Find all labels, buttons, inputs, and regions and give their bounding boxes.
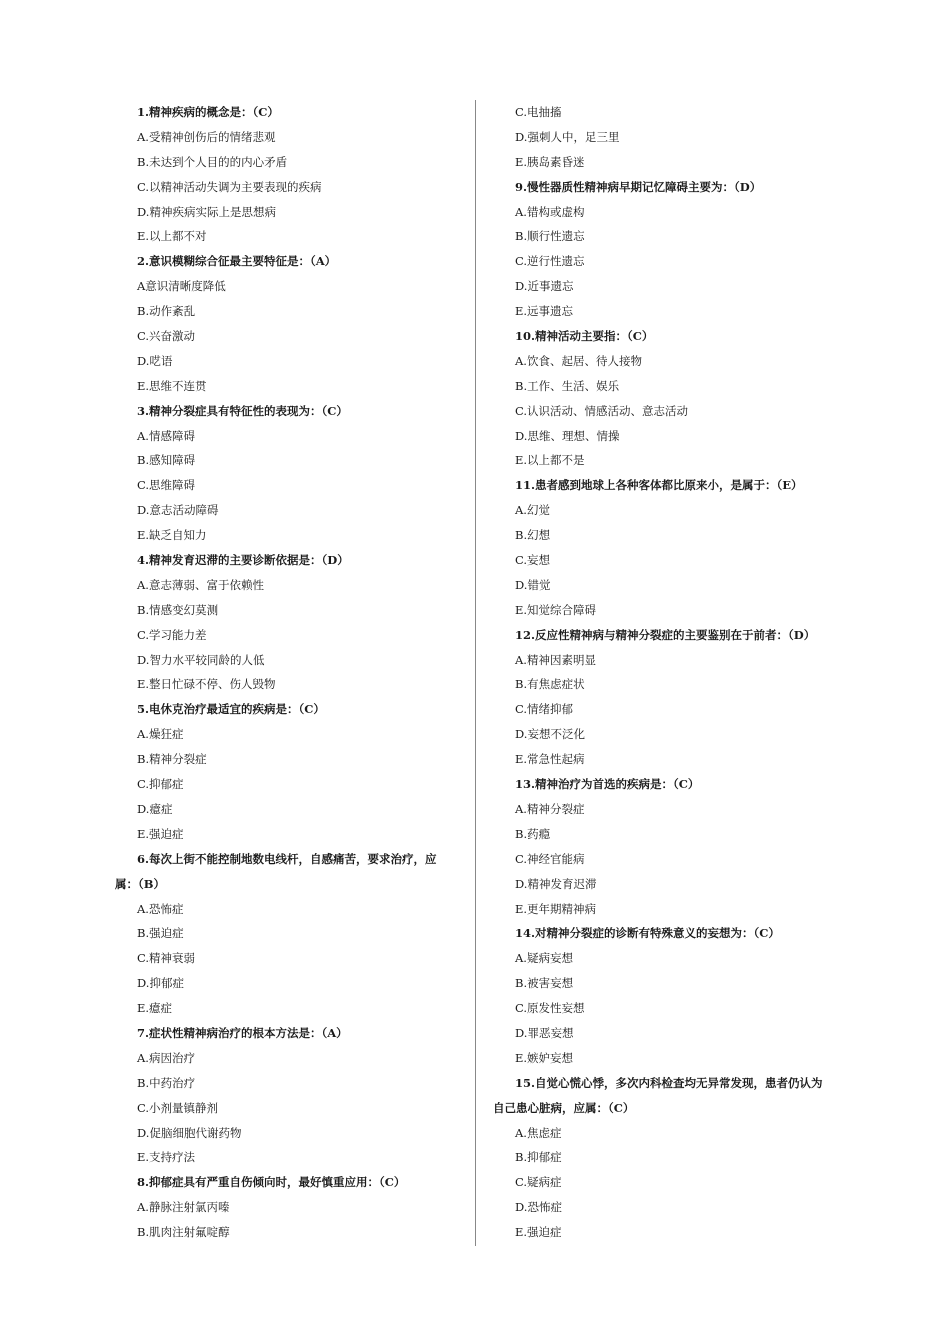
question-text: 5.电休克治疗最适宜的疾病是：（C） bbox=[137, 702, 325, 717]
answer-option: C.妄想 bbox=[515, 553, 551, 568]
answer-option: B.有焦虑症状 bbox=[515, 677, 585, 692]
question-text: 9.慢性器质性精神病早期记忆障碍主要为：（D） bbox=[515, 179, 762, 194]
question-text: 13.精神治疗为首选的疾病是：（C） bbox=[515, 777, 700, 792]
answer-option: E.常急性起病 bbox=[515, 752, 585, 767]
answer-option: C.思维障碍 bbox=[137, 478, 196, 493]
question-text: 4.精神发育迟滞的主要诊断依据是：（D） bbox=[137, 553, 349, 568]
answer-option: B.药瘾 bbox=[515, 826, 551, 841]
answer-option: D.恐怖症 bbox=[515, 1200, 562, 1215]
answer-option: E.远事遗忘 bbox=[515, 304, 574, 319]
answer-option: B.被害妄想 bbox=[515, 976, 574, 991]
answer-option: A.静脉注射氯丙嗪 bbox=[137, 1200, 230, 1215]
answer-option: E.支持疗法 bbox=[137, 1150, 196, 1165]
answer-option: E.强迫症 bbox=[515, 1225, 562, 1240]
answer-option: C.认识活动、情感活动、意志活动 bbox=[515, 403, 689, 418]
answer-option: A.疑病妄想 bbox=[515, 951, 573, 966]
answer-option: C.情绪抑郁 bbox=[515, 702, 574, 717]
answer-option: E.以上都不对 bbox=[137, 229, 207, 244]
answer-option: E.知觉综合障碍 bbox=[515, 602, 597, 617]
answer-option: C.精神衰弱 bbox=[137, 951, 196, 966]
answer-option: B.强迫症 bbox=[137, 926, 184, 941]
answer-option: B.幻想 bbox=[515, 528, 551, 543]
answer-option: C.小剂量镇静剂 bbox=[137, 1100, 219, 1115]
answer-option: B.肌肉注射氟啶醇 bbox=[137, 1225, 230, 1240]
answer-option: A意识清晰度降低 bbox=[137, 279, 226, 294]
question-text: 3.精神分裂症具有特征性的表现为：（C） bbox=[137, 403, 348, 418]
answer-option: A.意志薄弱、富于依赖性 bbox=[137, 577, 264, 592]
answer-option: D.智力水平较同龄的人低 bbox=[137, 652, 265, 667]
answer-option: A.精神分裂症 bbox=[515, 801, 585, 816]
answer-option: D.促脑细胞代谢药物 bbox=[137, 1125, 242, 1140]
answer-option: E.胰岛素昏迷 bbox=[515, 154, 585, 169]
answer-option: E.整日忙碌不停、伤人毁物 bbox=[137, 677, 276, 692]
answer-option: A.饮食、起居、待人接物 bbox=[515, 353, 642, 368]
answer-option: A.错构或虚构 bbox=[515, 204, 585, 219]
question-text: 11.患者感到地球上各种客体都比原来小，是属于：（E） bbox=[515, 478, 803, 493]
answer-option: E.思维不连贯 bbox=[137, 378, 207, 393]
question-text: 10.精神活动主要指：（C） bbox=[515, 329, 654, 344]
question-text: 6.每次上街不能控制地数电线杆，自感痛苦，要求治疗，应 bbox=[137, 851, 437, 866]
answer-option: D.近事遗忘 bbox=[515, 279, 574, 294]
answer-option: A.幻觉 bbox=[515, 503, 550, 518]
answer-option: B.工作、生活、娱乐 bbox=[515, 378, 620, 393]
answer-option: A.精神因素明显 bbox=[515, 652, 596, 667]
answer-option: B.未达到个人目的的内心矛盾 bbox=[137, 154, 288, 169]
answer-option: A.病因治疗 bbox=[137, 1050, 195, 1065]
answer-option: A.燥狂症 bbox=[137, 727, 184, 742]
answer-option: D.错觉 bbox=[515, 577, 551, 592]
answer-option: E.更年期精神病 bbox=[515, 901, 597, 916]
answer-option: D.呓语 bbox=[137, 353, 173, 368]
answer-option: C.学习能力差 bbox=[137, 627, 207, 642]
answer-option: E.缺乏自知力 bbox=[137, 528, 207, 543]
question-text: 14.对精神分裂症的诊断有特殊意义的妄想为：（C） bbox=[515, 926, 780, 941]
answer-option: D.意志活动障碍 bbox=[137, 503, 219, 518]
question-text: 7.症状性精神病治疗的根本方法是：（A） bbox=[137, 1025, 348, 1040]
question-text-continued: 自己患心脏病，应属：（C） bbox=[493, 1100, 635, 1115]
answer-option: A.焦虑症 bbox=[515, 1125, 562, 1140]
question-text: 15.自觉心慌心悸，多次内科检查均无异常发现，患者仍认为 bbox=[515, 1075, 823, 1090]
answer-option: D.抑郁症 bbox=[137, 976, 184, 991]
answer-option: D.精神疾病实际上是思想病 bbox=[137, 204, 276, 219]
answer-option: D.思维、理想、情操 bbox=[515, 428, 620, 443]
answer-option: C.神经官能病 bbox=[515, 851, 585, 866]
answer-option: A.恐怖症 bbox=[137, 901, 184, 916]
question-text: 1.精神疾病的概念是：（C） bbox=[137, 105, 279, 119]
answer-option: B.情感变幻莫测 bbox=[137, 602, 219, 617]
left-column bbox=[115, 100, 465, 1245]
answer-option: C.原发性妄想 bbox=[515, 1001, 585, 1016]
answer-option: C.疑病症 bbox=[515, 1175, 562, 1190]
answer-option: C.兴奋激动 bbox=[137, 329, 196, 344]
answer-option: B.感知障碍 bbox=[137, 453, 196, 468]
answer-option: B.中药治疗 bbox=[137, 1075, 196, 1090]
answer-option: C.以精神活动失调为主要表现的疾病 bbox=[137, 179, 322, 194]
answer-option: D.罪恶妄想 bbox=[515, 1025, 574, 1040]
answer-option: B.抑郁症 bbox=[515, 1150, 562, 1165]
answer-option: D.癔症 bbox=[137, 801, 173, 816]
answer-option: C.逆行性遗忘 bbox=[515, 254, 585, 269]
answer-option: C.电抽搐 bbox=[515, 105, 562, 119]
answer-option: E.癔症 bbox=[137, 1001, 173, 1016]
answer-option: E.嫉妒妄想 bbox=[515, 1050, 574, 1065]
column-divider bbox=[475, 100, 476, 1246]
answer-option: A.情感障碍 bbox=[137, 428, 195, 443]
answer-option: A.受精神创伤后的情绪悲观 bbox=[137, 129, 276, 144]
question-text: 12.反应性精神病与精神分裂症的主要鉴别在于前者：（D） bbox=[515, 627, 816, 642]
answer-option: B.顺行性遗忘 bbox=[515, 229, 585, 244]
answer-option: B.动作紊乱 bbox=[137, 304, 196, 319]
question-text: 8.抑郁症具有严重自伤倾向时，最好慎重应用：（C） bbox=[137, 1175, 406, 1190]
answer-option: D.精神发育迟滞 bbox=[515, 876, 597, 891]
question-text: 2.意识模糊综合征最主要特征是：（A） bbox=[137, 254, 337, 269]
right-column bbox=[493, 100, 843, 1245]
answer-option: D.妄想不泛化 bbox=[515, 727, 585, 742]
answer-option: C.抑郁症 bbox=[137, 777, 184, 792]
answer-option: D.强刺人中，足三里 bbox=[515, 129, 620, 144]
question-text-continued: 属：（B） bbox=[115, 876, 165, 891]
answer-option: B.精神分裂症 bbox=[137, 752, 207, 767]
answer-option: E.以上都不是 bbox=[515, 453, 585, 468]
answer-option: E.强迫症 bbox=[137, 826, 184, 841]
